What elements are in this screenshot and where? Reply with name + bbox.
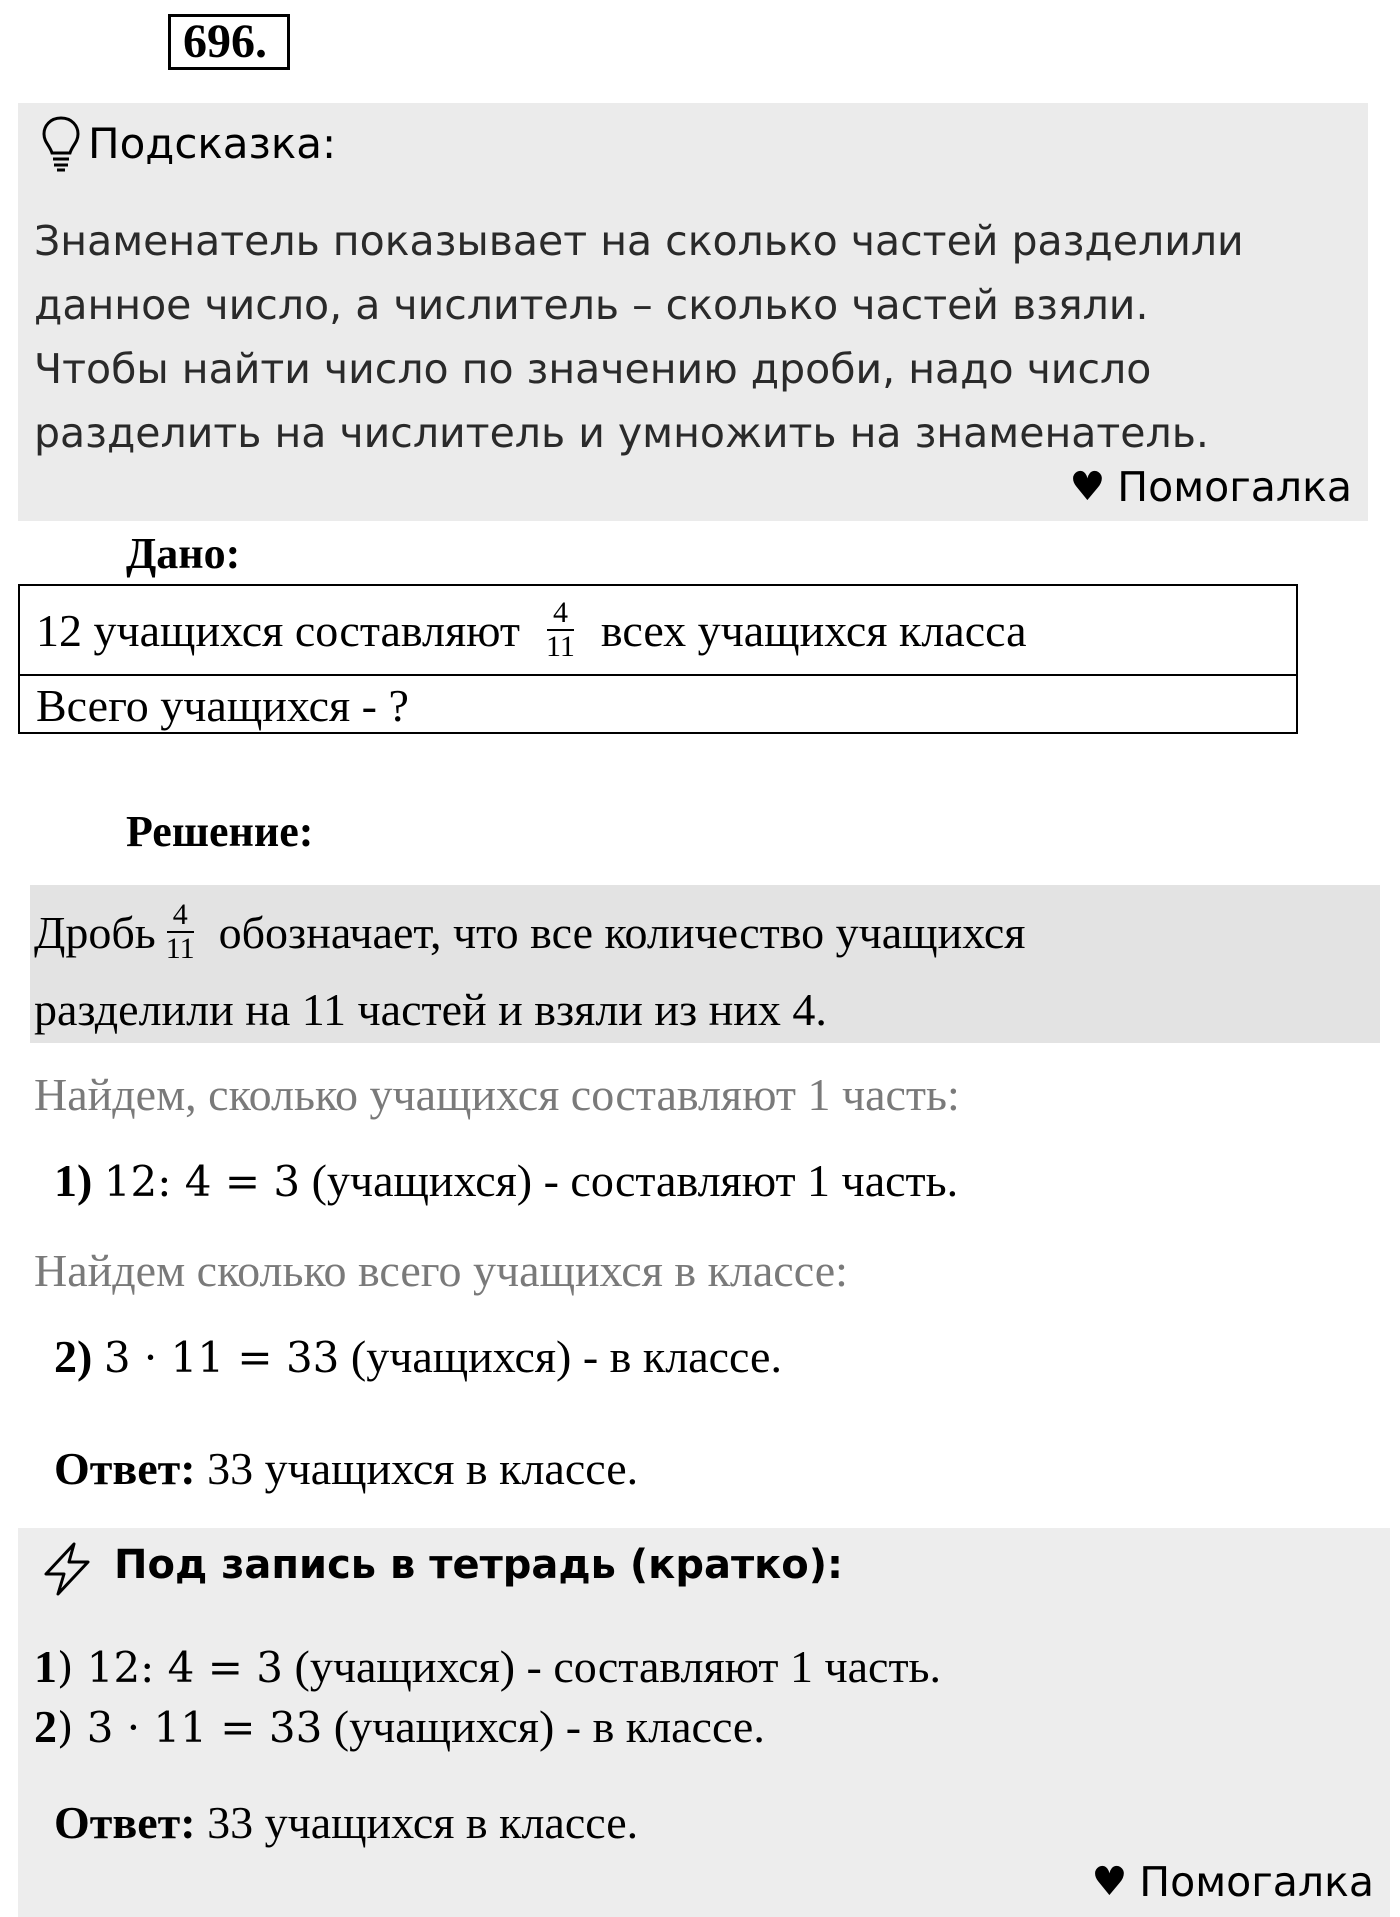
solution-step: [54, 1330, 782, 1383]
notes-title: Под запись в тетрадь (кратко):: [114, 1542, 844, 1588]
step-text: (учащихся) - составляют 1 часть.: [283, 1641, 942, 1692]
problem-number: 696.: [168, 14, 290, 70]
given-heading: Дано:: [126, 529, 241, 578]
step-expression: 12: 4 = 3: [103, 1157, 301, 1206]
brand-text: Помогалка: [1139, 1858, 1374, 1906]
solution-heading: Решение:: [126, 807, 314, 856]
hint-line: разделить на числитель и умножить на знаменатель.: [34, 409, 1209, 457]
explanation-text: обозначает, что все количество учащихся: [218, 906, 1026, 958]
step-expression: ) 3 · 11 = 33: [57, 1703, 323, 1752]
heart-icon: ♥: [1091, 1859, 1128, 1905]
given-question: Всего учащихся - ?: [36, 679, 409, 731]
step-number: 2): [54, 1331, 93, 1382]
solution-step: [54, 1154, 958, 1207]
brand-label: [1069, 463, 1352, 511]
explanation-text: Дробь: [34, 906, 156, 958]
hint-text: [34, 209, 1354, 465]
notes-step: [34, 1640, 941, 1693]
hint-line: данное число, а числитель – сколько частей взяли.: [34, 281, 1149, 329]
step-intro: Найдем, сколько учащихся составляют 1 часть:: [34, 1069, 960, 1120]
given-text: всех учащихся класса: [600, 604, 1027, 656]
step-expression: 3 · 11 = 33: [103, 1333, 340, 1382]
step-number: 1): [54, 1155, 93, 1206]
given-row: [20, 676, 1296, 734]
step-number: 1: [34, 1641, 57, 1692]
step-text: (учащихся) - в классе.: [339, 1331, 782, 1382]
hint-line: Чтобы найти число по значению дроби, надо число: [34, 345, 1152, 393]
lightbulb-icon: [40, 115, 82, 177]
notes-box: [18, 1528, 1390, 1917]
step-expression: ) 12: 4 = 3: [57, 1643, 284, 1692]
fraction: [166, 899, 195, 965]
fraction-numerator: 4: [167, 899, 194, 933]
hint-box: [18, 103, 1368, 521]
fraction: [546, 597, 575, 663]
answer-label: Ответ:: [54, 1443, 196, 1494]
answer: [54, 1442, 638, 1495]
step-intro: Найдем сколько всего учащихся в классе:: [34, 1245, 848, 1296]
explanation-line: [34, 899, 1025, 965]
brand-label: [1091, 1858, 1374, 1906]
step-number: 2: [34, 1701, 57, 1752]
hint-title: Подсказка:: [88, 119, 337, 168]
hint-line: Знаменатель показывает на сколько частей разделили: [34, 217, 1244, 265]
explanation-box: [30, 885, 1380, 1043]
given-table: [18, 584, 1298, 734]
answer-text: 33 учащихся в классе.: [195, 1443, 639, 1494]
explanation-line: разделили на 11 частей и взяли из них 4.: [34, 984, 827, 1035]
fraction-denominator: 11: [546, 630, 575, 663]
step-text: (учащихся) - в классе.: [322, 1701, 765, 1752]
notes-step: [34, 1700, 765, 1753]
given-row: [20, 586, 1296, 676]
step-text: (учащихся) - составляют 1 часть.: [300, 1155, 959, 1206]
fraction-numerator: 4: [547, 597, 574, 631]
answer: [54, 1796, 638, 1849]
brand-text: Помогалка: [1117, 463, 1352, 511]
heart-icon: ♥: [1069, 464, 1106, 510]
lightning-icon: [38, 1540, 96, 1603]
given-text: 12 учащихся составляют: [36, 604, 520, 656]
answer-label: Ответ:: [54, 1797, 196, 1848]
fraction-denominator: 11: [165, 932, 195, 965]
answer-text: 33 учащихся в классе.: [195, 1797, 639, 1848]
